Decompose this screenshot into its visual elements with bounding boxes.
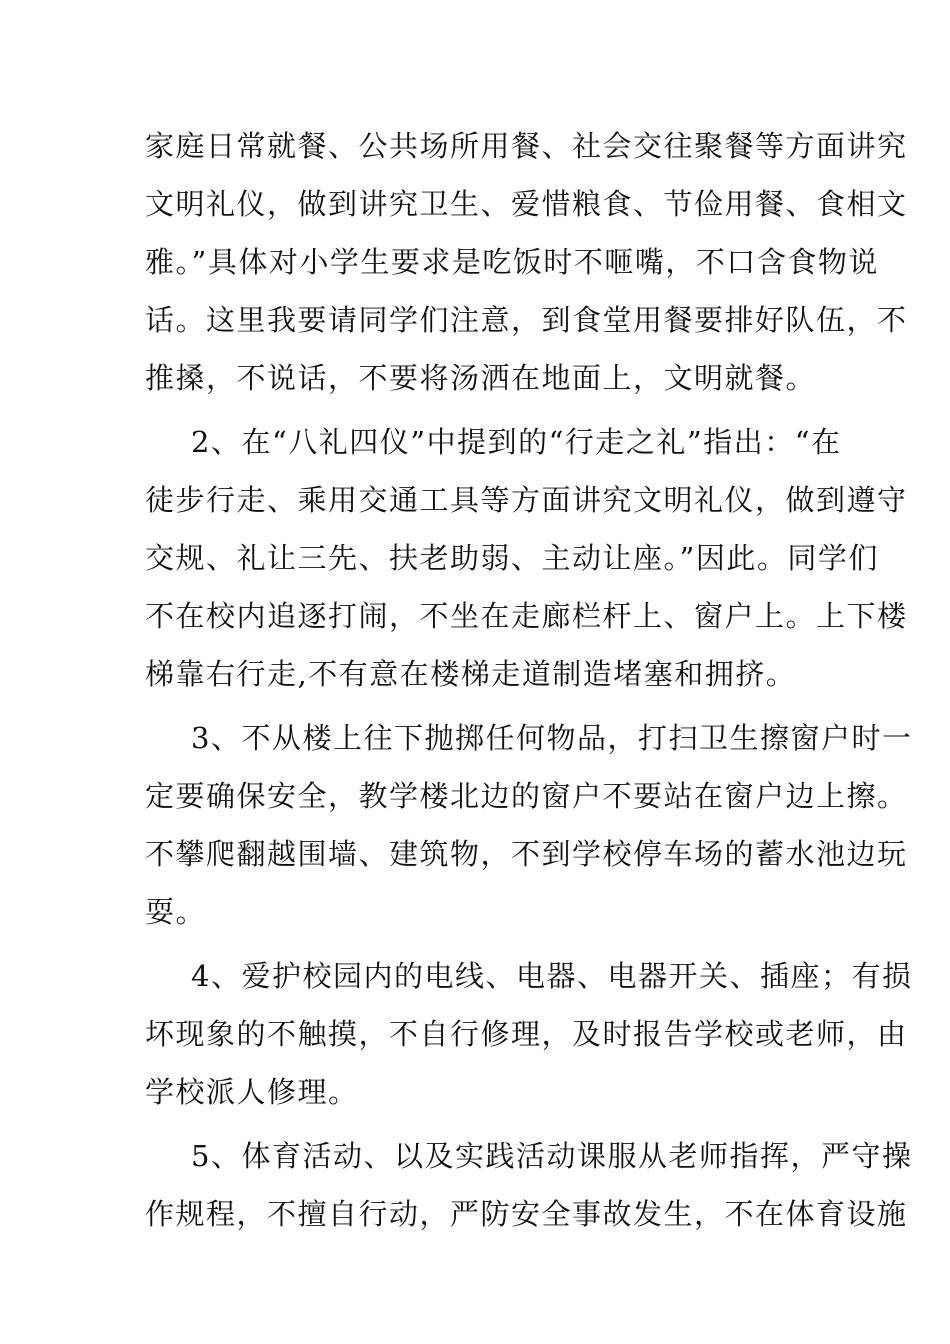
text-line: 不在校内追逐打闹，不坐在走廊栏杆上、窗户上。上下楼 [145,599,908,633]
text-line: 耍。 [145,895,207,929]
text-line: 推搡，不说话，不要将汤洒在地面上，文明就餐。 [145,361,817,395]
paragraph-1 [145,117,908,407]
text-line: 话。这里我要请同学们注意，到食堂用餐要排好队伍，不 [145,303,908,337]
text-line: 梯靠右行走,不有意在楼梯走道制造堵塞和拥挤。 [145,657,797,691]
text-line: 家庭日常就餐、公共场所用餐、社会交往聚餐等方面讲究 [145,129,908,163]
text-line: 定要确保安全，教学楼北边的窗户不要站在窗户边上擦。 [145,779,908,813]
text-line: 坏现象的不触摸，不自行修理，及时报告学校或老师，由 [145,1017,908,1051]
body-text [145,117,913,1243]
paragraph-2 [145,413,908,703]
paragraph-5 [145,1127,913,1243]
paragraph-4 [145,947,913,1121]
text-line: 文明礼仪，做到讲究卫生、爱惜粮食、节俭用餐、食相文 [145,187,908,221]
text-line: 作规程，不擅自行动，严防安全事故发生，不在体育设施 [145,1197,908,1231]
text-line: 5、体育活动、以及实践活动课服从老师指挥，严守操 [191,1139,913,1173]
text-line: 3、不从楼上往下抛掷任何物品，打扫卫生擦窗户时一 [191,721,913,755]
text-line: 4、爱护校园内的电线、电器、电器开关、插座；有损 [191,959,913,993]
text-line: 2、在“八礼四仪”中提到的“行走之礼”指出：“在 [191,425,842,459]
text-line: 雅。”具体对小学生要求是吃饭时不咂嘴，不口含食物说 [145,245,879,279]
text-line: 交规、礼让三先、扶老助弱、主动让座。”因此。同学们 [145,541,879,575]
text-line: 徒步行走、乘用交通工具等方面讲究文明礼仪，做到遵守 [145,483,908,517]
paragraph-3 [145,709,913,941]
text-line: 不攀爬翻越围墙、建筑物，不到学校停车场的蓄水池边玩 [145,837,908,871]
text-line: 学校派人修理。 [145,1075,359,1109]
